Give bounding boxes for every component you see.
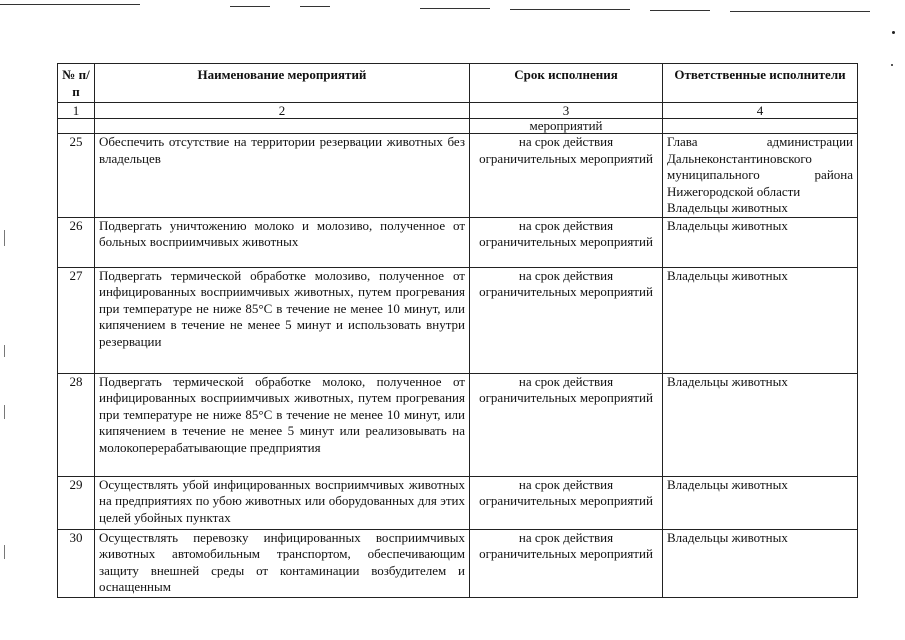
resp-line: Владельцы животных xyxy=(667,373,788,389)
continuation-term: мероприятий xyxy=(470,119,663,134)
row-num: 30 xyxy=(58,529,95,597)
scan-margin-mark xyxy=(4,545,5,559)
resp-line: Владельцы животных xyxy=(667,267,788,283)
row-term: на срок действия ограничительных мероприятий xyxy=(470,476,663,529)
resp-line: Владельцы животных xyxy=(667,529,788,545)
row-num: 26 xyxy=(58,217,95,267)
resp-line: Дальнеконстантиновского xyxy=(667,150,812,166)
scan-edge-line xyxy=(0,4,140,5)
scan-edge-line xyxy=(420,8,490,9)
resp-line: Владельцы животных xyxy=(667,200,788,215)
row-num: 27 xyxy=(58,267,95,373)
index-cell: 1 xyxy=(58,103,95,119)
row-resp xyxy=(663,373,858,476)
scan-margin-mark xyxy=(4,230,5,246)
table-row xyxy=(58,134,858,218)
row-resp xyxy=(663,267,858,373)
table-header-row xyxy=(58,64,858,103)
scan-edge-line xyxy=(300,6,330,7)
resp-line: Владельцы животных xyxy=(667,217,788,233)
row-name: Осуществлять убой инфицированных восприимчивых животных на предприятиях по убою животных или оборудованных для этих целей убойных пунктах xyxy=(95,476,470,529)
row-term: на срок действия ограничительных мероприятий xyxy=(470,373,663,476)
header-resp: Ответственные исполнители xyxy=(663,64,858,103)
header-name: Наименование мероприятий xyxy=(95,64,470,103)
row-term: на срок действия ограничительных мероприятий xyxy=(470,134,663,218)
row-num: 28 xyxy=(58,373,95,476)
row-resp xyxy=(663,529,858,597)
row-resp xyxy=(663,476,858,529)
column-index-row xyxy=(58,103,858,119)
continuation-row xyxy=(58,119,858,134)
scan-edge-line xyxy=(730,11,870,12)
table-row xyxy=(58,373,858,476)
resp-line: Глава администрации xyxy=(667,134,853,149)
table-row xyxy=(58,476,858,529)
row-name: Осуществлять перевозку инфицированных восприимчивых животных автомобильным транспортом, обеспечивающим защиту внешней среды от контаминации возбудителем и оснащенным xyxy=(95,529,470,597)
scan-margin-mark xyxy=(4,345,5,357)
scan-margin-mark xyxy=(4,405,5,419)
resp-line: муниципального района xyxy=(667,167,853,182)
resp-line: Владельцы животных xyxy=(667,476,788,492)
table-row xyxy=(58,529,858,597)
row-name: Подвергать термической обработке молозиво, полученное от инфицированных восприимчивых животных, путем прогревания при температуре не ниже 85°С в течение не менее 10 минут, или кипячением в течение не менее 5 минут и использовать внутри резервации xyxy=(95,267,470,373)
table-row xyxy=(58,217,858,267)
resp-line: Нижегородской области xyxy=(667,183,801,199)
scan-edge-line xyxy=(650,10,710,11)
index-cell: 4 xyxy=(663,103,858,119)
header-term: Срок исполнения xyxy=(470,64,663,103)
scan-speck xyxy=(892,31,895,34)
index-cell: 2 xyxy=(95,103,470,119)
table-row xyxy=(58,267,858,373)
row-term: на срок действия ограничительных мероприятий xyxy=(470,217,663,267)
row-num: 29 xyxy=(58,476,95,529)
scan-speck xyxy=(891,64,893,66)
row-resp xyxy=(663,134,858,218)
row-name: Обеспечить отсутствие на территории резервации животных без владельцев xyxy=(95,134,470,218)
measures-table xyxy=(57,63,858,598)
index-cell: 3 xyxy=(470,103,663,119)
row-num: 25 xyxy=(58,134,95,218)
scan-edge-line xyxy=(230,6,270,7)
row-term: на срок действия ограничительных мероприятий xyxy=(470,529,663,597)
header-num: № п/п xyxy=(58,64,95,103)
row-name: Подвергать уничтожению молоко и молозиво, полученное от больных восприимчивых животных xyxy=(95,217,470,267)
scan-edge-line xyxy=(510,9,630,10)
row-resp xyxy=(663,217,858,267)
row-term: на срок действия ограничительных мероприятий xyxy=(470,267,663,373)
row-name: Подвергать термической обработке молоко, полученное от инфицированных восприимчивых животных, путем прогревания при температуре не ниже 85°С в течение не менее 10 минут, или кипячением в течение не менее 5 минут или реализовывать на молокоперерабатывающие предприятия xyxy=(95,373,470,476)
